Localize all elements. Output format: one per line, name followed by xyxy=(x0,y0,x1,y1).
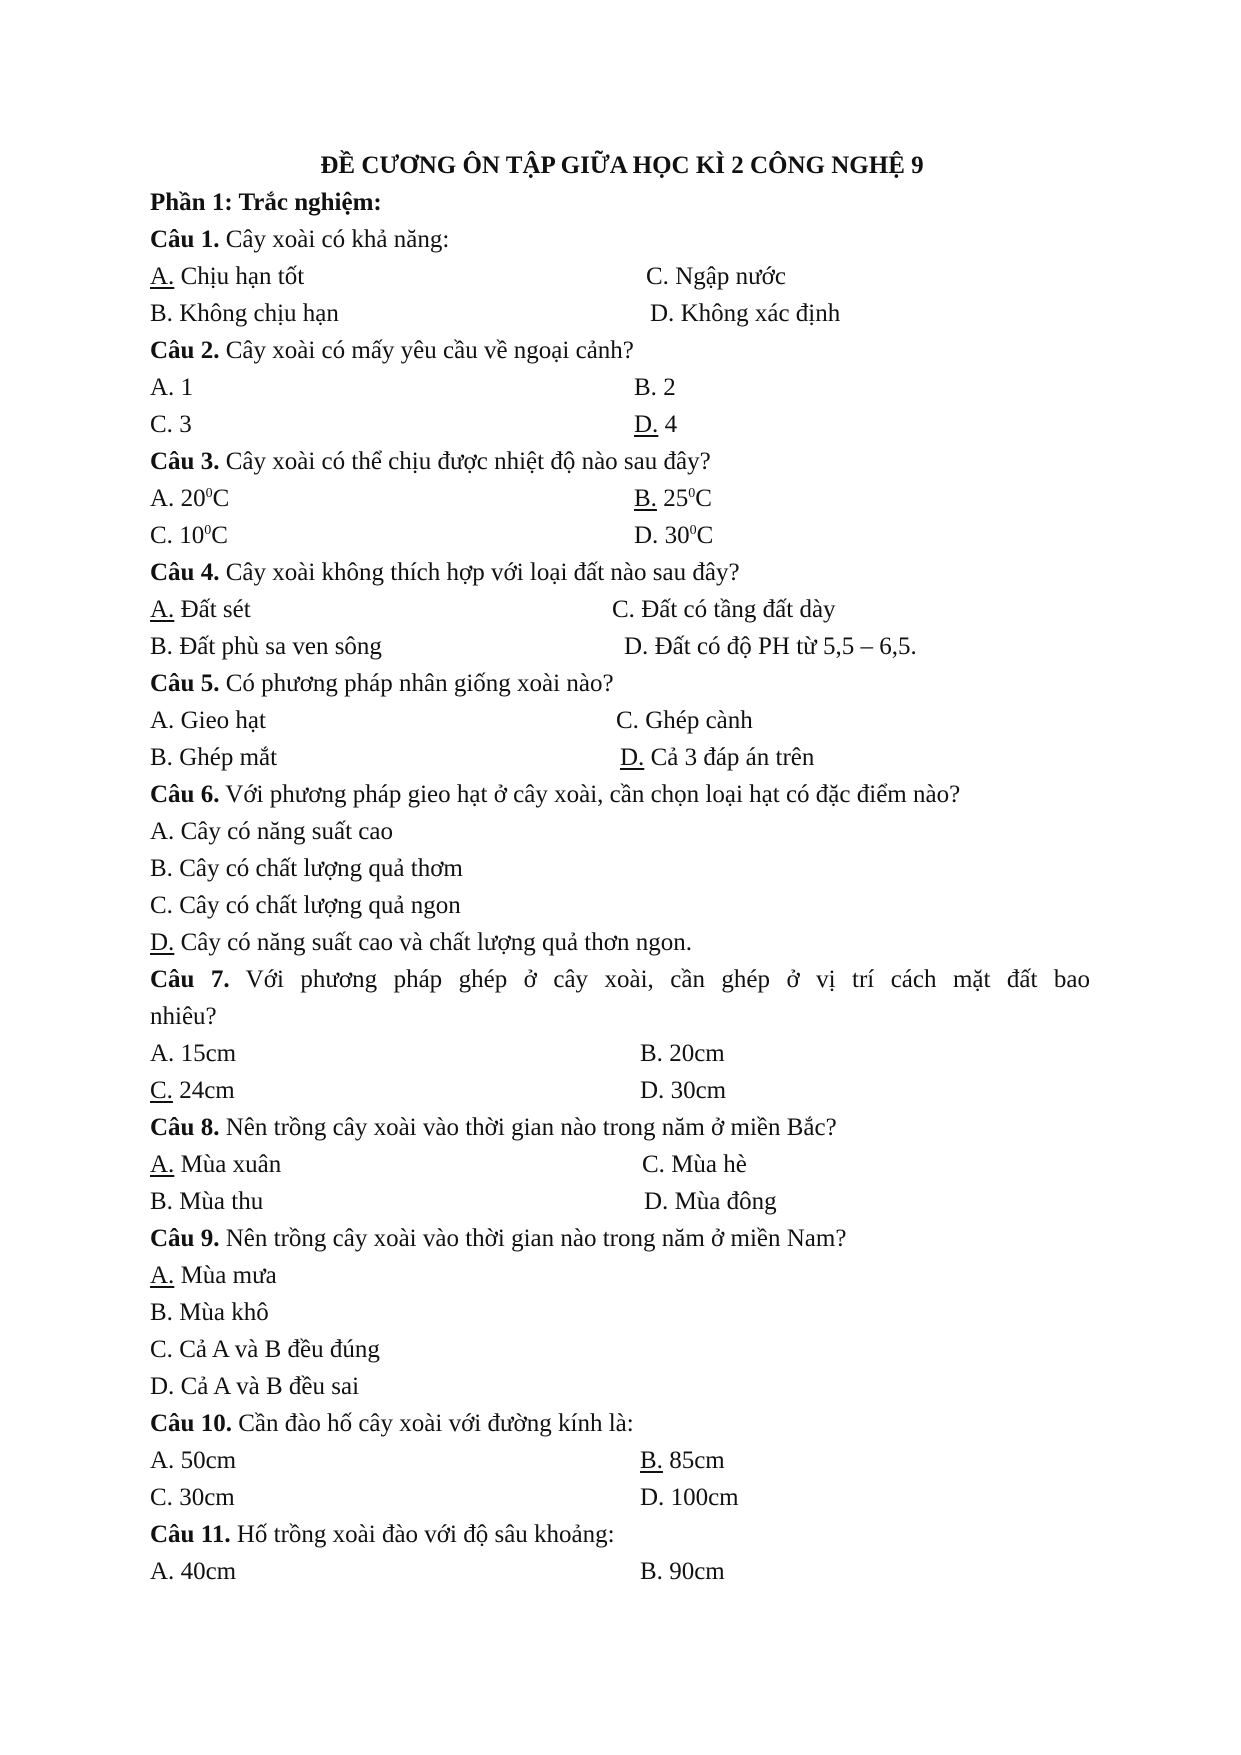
option-text: 85cm xyxy=(662,1447,725,1474)
option-letter: B. xyxy=(634,485,657,512)
option-b xyxy=(640,1035,725,1072)
option-c xyxy=(150,1077,235,1104)
option-a xyxy=(150,1447,236,1474)
question-9 xyxy=(150,1220,1090,1257)
option-a xyxy=(150,596,251,623)
question-2 xyxy=(150,332,1090,369)
option-row xyxy=(150,1183,1090,1220)
option-text: Cả A và B đều đúng xyxy=(172,1336,380,1363)
option-text: Cây có năng suất cao và chất lượng quả thơn ngon. xyxy=(174,929,692,956)
option-a xyxy=(150,1558,236,1585)
option-letter: A. xyxy=(150,374,175,401)
question-text: Với phương pháp ghép ở cây xoài, cần ghép ở vị trí cách mặt đất bao xyxy=(229,966,1090,993)
option-row xyxy=(150,702,1090,739)
option-a xyxy=(150,1040,236,1067)
question-4 xyxy=(150,554,1090,591)
question-label: Câu 9. xyxy=(150,1225,220,1252)
question-label: Câu 10. xyxy=(150,1410,232,1437)
option-row xyxy=(150,295,1090,332)
question-1 xyxy=(150,221,1090,258)
question-text: Nên trồng cây xoài vào thời gian nào trong năm ở miền Bắc? xyxy=(219,1114,837,1141)
option-text: Cả 3 đáp án trên xyxy=(644,744,815,771)
option-letter: D. xyxy=(640,1077,665,1104)
option-letter: C. xyxy=(642,1151,665,1178)
option-row xyxy=(150,628,1090,665)
option-row xyxy=(150,406,1090,443)
option-text: 2 xyxy=(656,374,676,401)
option-letter: D. xyxy=(640,1484,665,1511)
option-letter: D. xyxy=(634,522,659,549)
option-c xyxy=(612,591,836,628)
option-letter: B. xyxy=(640,1040,663,1067)
option-text: Đất phù sa ven sông xyxy=(172,633,382,660)
option-letter: A. xyxy=(150,1262,175,1289)
option-letter: A. xyxy=(150,707,175,734)
option-letter: B. xyxy=(150,855,173,882)
option-letter: A. xyxy=(150,818,175,845)
question-label: Câu 5. xyxy=(150,670,220,697)
question-text: Cây xoài có khả năng: xyxy=(219,226,450,253)
option-text: Mùa xuân xyxy=(174,1151,282,1178)
option-row xyxy=(150,1479,1090,1516)
document-page xyxy=(150,148,1090,1590)
option-text: Ghép mắt xyxy=(172,744,278,771)
option-letter: A. xyxy=(150,485,175,512)
option-text: Mùa khô xyxy=(172,1299,269,1326)
question-label: Câu 3. xyxy=(150,448,220,475)
question-text: Có phương pháp nhân giống xoài nào? xyxy=(219,670,614,697)
option-letter: D. xyxy=(620,744,645,771)
option-letter: C. xyxy=(150,1077,173,1104)
document-title: ĐỀ CƯƠNG ÔN TẬP GIỮA HỌC KÌ 2 CÔNG NGHỆ 9 xyxy=(320,152,924,179)
option-letter: C. xyxy=(150,892,173,919)
option-text: 100cm xyxy=(664,1484,739,1511)
option-row xyxy=(150,739,1090,776)
degree-sup: 0 xyxy=(689,523,697,538)
option-text: 4 xyxy=(658,411,678,438)
question-text: Cây xoài có thể chịu được nhiệt độ nào sau đây? xyxy=(219,448,711,475)
question-11 xyxy=(150,1516,1090,1553)
degree-sup: 0 xyxy=(205,486,213,501)
option-a xyxy=(150,813,1090,850)
option-text: Không chịu hạn xyxy=(172,300,339,327)
question-text: Cây xoài có mấy yêu cầu về ngoại cảnh? xyxy=(219,337,634,364)
question-7-continued: nhiêu? xyxy=(150,1003,217,1030)
option-text: Không xác định xyxy=(674,300,841,327)
option-c xyxy=(150,887,1090,924)
question-text: Hố trồng xoài đào với độ sâu khoảng: xyxy=(230,1521,615,1548)
option-unit: C xyxy=(696,522,714,549)
question-3 xyxy=(150,443,1090,480)
option-b xyxy=(640,1442,725,1479)
option-a xyxy=(150,1257,1090,1294)
option-unit: C xyxy=(695,485,712,512)
option-letter: A. xyxy=(150,1558,175,1585)
option-letter: B. xyxy=(634,374,657,401)
option-letter: C. xyxy=(150,522,173,549)
option-d xyxy=(150,924,1090,961)
option-b xyxy=(150,744,277,771)
option-letter: C. xyxy=(150,1484,173,1511)
option-c xyxy=(150,411,192,438)
question-label: Câu 11. xyxy=(150,1521,231,1548)
option-row xyxy=(150,1035,1090,1072)
option-unit: C xyxy=(212,485,230,512)
option-text: 10 xyxy=(172,522,205,549)
option-text: 50cm xyxy=(174,1447,237,1474)
option-text: 1 xyxy=(174,374,194,401)
option-text: 20cm xyxy=(662,1040,725,1067)
question-text: Cây xoài không thích hợp với loại đất nào sau đây? xyxy=(219,559,740,586)
option-text: Gieo hạt xyxy=(174,707,266,734)
option-text: 15cm xyxy=(174,1040,237,1067)
option-row xyxy=(150,1072,1090,1109)
option-row xyxy=(150,591,1090,628)
question-5 xyxy=(150,665,1090,702)
degree-sup: 0 xyxy=(688,486,696,501)
question-text: Nên trồng cây xoài vào thời gian nào trong năm ở miền Nam? xyxy=(219,1225,847,1252)
option-text: Đất có độ PH từ 5,5 – 6,5. xyxy=(648,633,917,660)
option-a xyxy=(150,707,266,734)
option-text: 3 xyxy=(172,411,192,438)
option-letter: C. xyxy=(150,411,173,438)
option-letter: D. xyxy=(150,1373,175,1400)
option-text: Mùa thu xyxy=(172,1188,264,1215)
option-letter: A. xyxy=(150,1151,175,1178)
option-letter: D. xyxy=(650,300,675,327)
question-text: Với phương pháp gieo hạt ở cây xoài, cần chọn loại hạt có đặc điểm nào? xyxy=(219,781,961,808)
option-text: Cả A và B đều sai xyxy=(174,1373,360,1400)
option-row xyxy=(150,1553,1090,1590)
option-c xyxy=(150,1331,1090,1368)
option-text: Cây có chất lượng quả ngon xyxy=(172,892,461,919)
option-text: 20 xyxy=(174,485,206,512)
option-letter: B. xyxy=(640,1447,663,1474)
option-unit: C xyxy=(211,522,228,549)
option-d xyxy=(634,406,677,443)
question-label: Câu 7. xyxy=(150,966,230,993)
option-b xyxy=(150,633,382,660)
option-letter: C. xyxy=(150,1336,173,1363)
option-text: Chịu hạn tốt xyxy=(174,263,305,290)
option-a xyxy=(150,374,193,401)
option-text: Ngập nước xyxy=(668,263,786,290)
option-text: Đất có tầng đất dày xyxy=(634,596,836,623)
option-text: 30cm xyxy=(172,1484,235,1511)
option-b xyxy=(634,369,676,406)
option-letter: B. xyxy=(150,1188,173,1215)
option-b xyxy=(634,480,712,517)
option-b xyxy=(150,1294,1090,1331)
option-text: 24cm xyxy=(172,1077,235,1104)
option-row xyxy=(150,1442,1090,1479)
degree-sup: 0 xyxy=(204,523,212,538)
option-text: 90cm xyxy=(662,1558,725,1585)
option-d xyxy=(624,628,917,665)
option-text: 25 xyxy=(656,485,689,512)
option-row xyxy=(150,1146,1090,1183)
option-b xyxy=(150,1188,263,1215)
option-letter: D. xyxy=(150,929,175,956)
option-text: Mùa mưa xyxy=(174,1262,277,1289)
option-letter: D. xyxy=(634,411,659,438)
option-d xyxy=(644,1183,777,1220)
question-label: Câu 1. xyxy=(150,226,220,253)
option-letter: B. xyxy=(640,1558,663,1585)
option-d xyxy=(640,1479,739,1516)
section-heading: Phần 1: Trắc nghiệm: xyxy=(150,189,382,216)
option-text: Mùa đông xyxy=(668,1188,777,1215)
option-d xyxy=(634,517,713,554)
option-letter: B. xyxy=(150,744,173,771)
question-label: Câu 4. xyxy=(150,559,220,586)
option-row xyxy=(150,258,1090,295)
question-text: Cần đào hố cây xoài với đường kính là: xyxy=(231,1410,634,1437)
option-b xyxy=(150,300,339,327)
option-d xyxy=(640,1072,726,1109)
question-7 xyxy=(150,961,1090,998)
option-d xyxy=(150,1368,1090,1405)
option-letter: C. xyxy=(616,707,639,734)
option-letter: A. xyxy=(150,1447,175,1474)
question-10 xyxy=(150,1405,1090,1442)
option-b xyxy=(150,850,1090,887)
option-row xyxy=(150,517,1090,554)
option-letter: A. xyxy=(150,263,175,290)
option-text: 30cm xyxy=(664,1077,727,1104)
option-text: 30 xyxy=(658,522,690,549)
option-text: Đất sét xyxy=(174,596,251,623)
option-text: Cây có chất lượng quả thơm xyxy=(172,855,463,882)
option-letter: B. xyxy=(150,633,173,660)
option-letter: C. xyxy=(612,596,635,623)
option-letter: D. xyxy=(644,1188,669,1215)
option-c xyxy=(646,258,786,295)
option-a xyxy=(150,485,229,512)
question-6 xyxy=(150,776,1090,813)
option-d xyxy=(650,295,840,332)
option-c xyxy=(150,522,228,549)
option-letter: B. xyxy=(150,300,173,327)
option-letter: A. xyxy=(150,596,175,623)
option-a xyxy=(150,263,304,290)
option-text: Mùa hè xyxy=(664,1151,747,1178)
option-letter: D. xyxy=(624,633,649,660)
option-text: 40cm xyxy=(174,1558,237,1585)
option-c xyxy=(150,1484,235,1511)
option-c xyxy=(616,702,753,739)
option-text: Cây có năng suất cao xyxy=(174,818,393,845)
question-label: Câu 6. xyxy=(150,781,220,808)
option-text: Ghép cành xyxy=(638,707,753,734)
option-letter: C. xyxy=(646,263,669,290)
question-label: Câu 2. xyxy=(150,337,220,364)
option-d xyxy=(620,739,814,776)
question-8 xyxy=(150,1109,1090,1146)
option-letter: B. xyxy=(150,1299,173,1326)
option-b xyxy=(640,1553,725,1590)
option-letter: A. xyxy=(150,1040,175,1067)
option-row xyxy=(150,480,1090,517)
question-label: Câu 8. xyxy=(150,1114,220,1141)
option-a xyxy=(150,1151,281,1178)
option-c xyxy=(642,1146,747,1183)
option-row xyxy=(150,369,1090,406)
